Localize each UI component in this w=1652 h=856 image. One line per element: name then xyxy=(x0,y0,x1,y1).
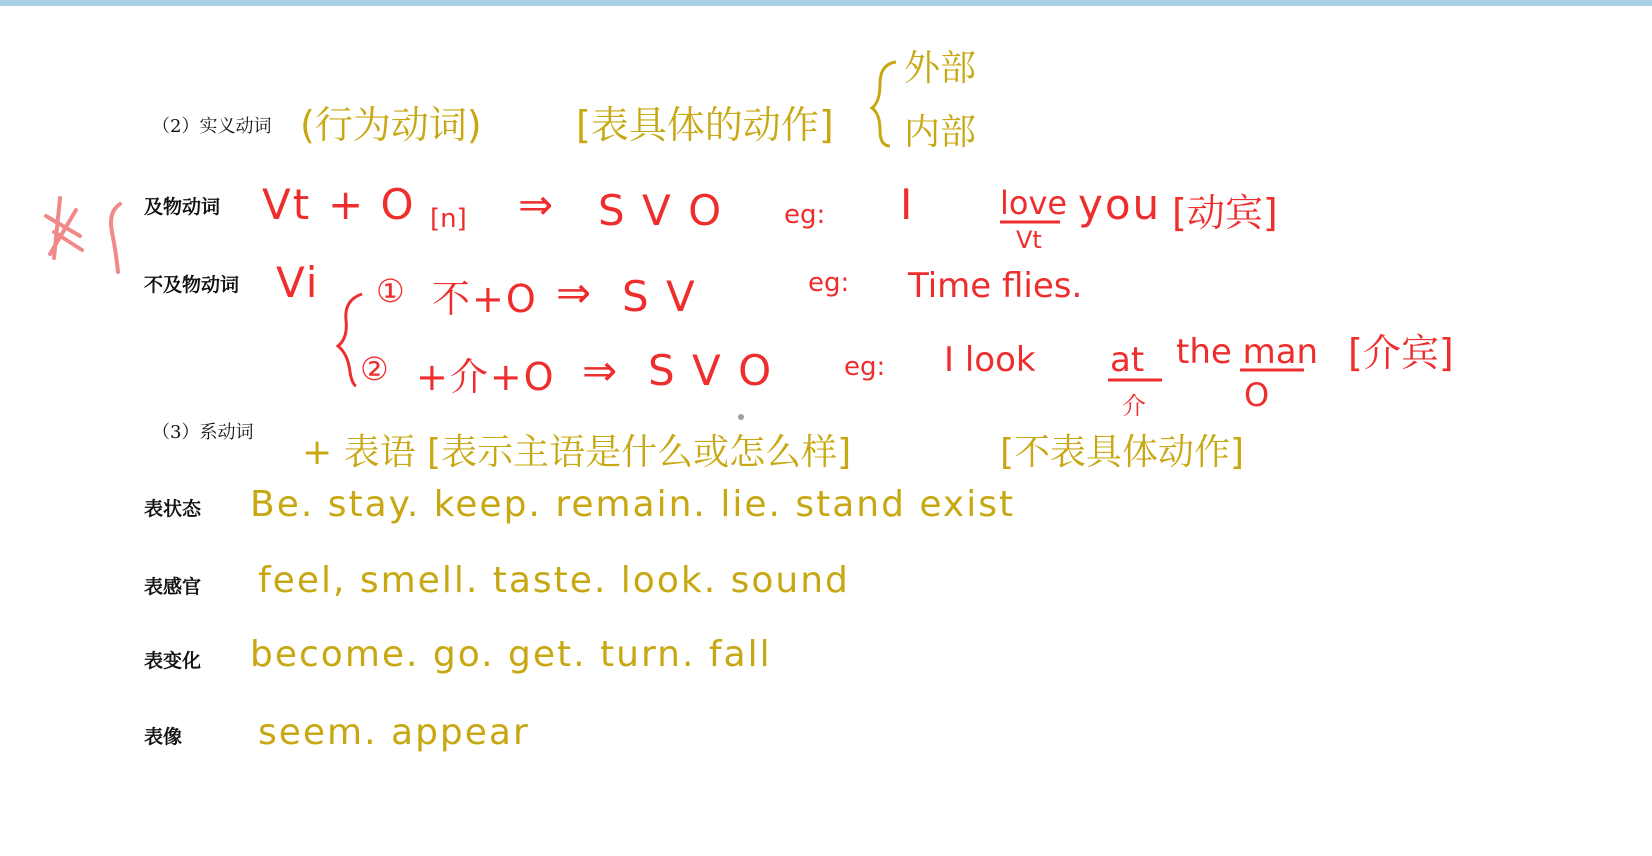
senses-words: feel, smell. taste. look. sound xyxy=(258,560,850,601)
star-icon xyxy=(46,198,82,258)
case2-example-i-look: I look xyxy=(944,340,1036,380)
transitive-example-love: love xyxy=(1000,184,1068,222)
case2-note: [介宾] xyxy=(1348,331,1454,375)
intransitive-brace xyxy=(338,294,362,386)
case2-text: +介+O xyxy=(416,355,556,399)
state-words: Be. stay. keep. remain. lie. stand exist xyxy=(250,484,1016,525)
case2-arrow: ⇒ xyxy=(582,346,620,395)
case2-number: ② xyxy=(360,350,389,388)
case2-pattern: S V O xyxy=(648,346,774,395)
transitive-arrow: ⇒ xyxy=(518,180,556,229)
case1-text: 不+O xyxy=(432,277,538,321)
state-label: 表状态 xyxy=(144,498,202,520)
sub-inner: 内部 xyxy=(904,112,977,153)
intransitive-vi: Vi xyxy=(276,258,320,307)
seem-label: 表像 xyxy=(144,726,183,748)
change-words: become. go. get. turn. fall xyxy=(250,634,772,675)
seem-words: seem. appear xyxy=(258,712,530,753)
transitive-pattern: S V O xyxy=(598,186,724,235)
section2-note: (行为动词) xyxy=(300,103,482,147)
transitive-label: 及物动词 xyxy=(144,196,221,218)
case1-pattern: S V xyxy=(622,272,697,321)
case1-number: ① xyxy=(376,272,405,310)
stray-dot xyxy=(738,414,744,420)
transitive-plus-o: + O xyxy=(328,180,416,229)
transitive-subscript: [n] xyxy=(430,204,467,234)
case2-example-prep: 介 xyxy=(1122,392,1146,420)
senses-label: 表感官 xyxy=(144,576,202,598)
case1-arrow: ⇒ xyxy=(556,268,594,317)
star-brace xyxy=(111,204,120,272)
section3-note: + 表语 [表示主语是什么或怎么样] xyxy=(302,432,852,473)
section2-bracket-note: [表具体的动作] xyxy=(576,103,834,147)
case1-eg: eg: xyxy=(808,268,850,298)
sub-brace xyxy=(872,62,896,146)
sub-outer: 外部 xyxy=(904,48,977,89)
case2-example-the-man: the man xyxy=(1176,332,1319,372)
case1-example: Time flies. xyxy=(908,266,1083,306)
transitive-example-vt: Vt xyxy=(1016,226,1042,254)
case2-example-at: at xyxy=(1110,340,1145,380)
case2-example-o: O xyxy=(1244,376,1270,414)
transitive-eg: eg: xyxy=(784,200,826,230)
transitive-example-i: I xyxy=(900,180,915,229)
transitive-vt: Vt xyxy=(262,180,312,229)
intransitive-label: 不及物动词 xyxy=(144,274,240,296)
transitive-example-note: [动宾] xyxy=(1172,191,1278,235)
transitive-example-you: you xyxy=(1078,180,1162,229)
section3-label: （3）系动词 xyxy=(152,422,254,443)
change-label: 表变化 xyxy=(144,650,202,672)
case2-eg: eg: xyxy=(844,352,886,382)
section2-label: （2）实义动词 xyxy=(152,116,272,137)
section3-note2: [不表具体动作] xyxy=(1000,432,1245,473)
